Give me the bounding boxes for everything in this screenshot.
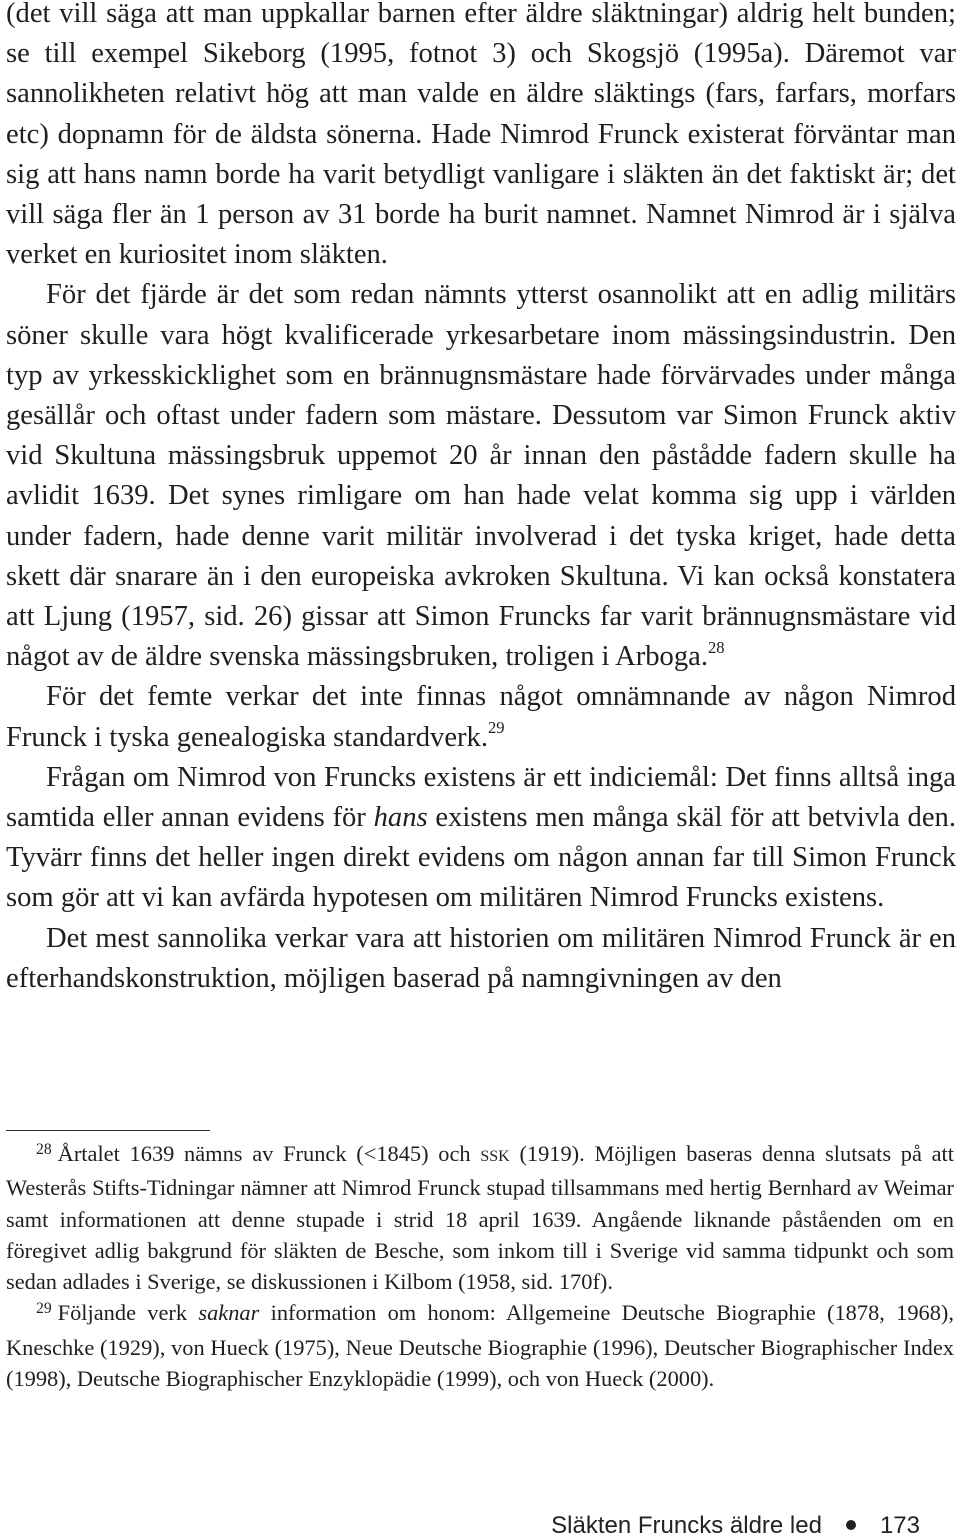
paragraph-5-text: Det mest sannolika verkar vara att historien om militären Nimrod Frunck är en efterhandskonstruktion, möjligen baserad på namngivningen av den xyxy=(6,922,956,994)
paragraph-1-text: (det vill säga att man uppkallar barnen efter äldre släktningar) aldrig helt bunden; se till exempel Sikeborg (1995, fotnot 3) och Skogsjö (1995a). Däremot var sannolikheten relativt hög att man valde en äldre släktings (fars, farfars, morfars etc) dopnamn för de äldsta sönerna. Hade Nimrod Frunck existerat förväntar man sig att hans namn borde ha varit betydligt vanligare i släkten än det faktiskt är; det vill säga fler än 1 person av 31 borde ha burit namnet. Namnet Nimrod är i själva verket en kuriositet inom släkten. xyxy=(6,0,956,271)
footnote-28-text-b: (1919). Möjligen baseras denna slutsats på att Westerås Stifts-Tidningar nämner att Nimrod Frunck stupad tillsammans med hertig Bernhard av Weimar samt informationen att denne stupade i strid 18 april 1639. Angående liknande påståenden om en föregivet adlig bakgrund för släkten de Besche, som inkom till i Sverige vid samma tidpunkt och som sedan adlades i Sverige, se diskussionen i Kilbom (1958, sid. 170f). xyxy=(6,1141,954,1295)
paragraph-3-text: För det femte verkar det inte finnas något omnämnande av någon Nimrod Frunck i tyska genealogiska standardverk. xyxy=(6,681,956,753)
paragraph-continued xyxy=(6,0,956,275)
running-footer xyxy=(551,1512,920,1540)
footnote-ref-28[interactable]: 28 xyxy=(707,637,725,657)
footnote-ref-29[interactable]: 29 xyxy=(488,718,505,738)
footnote-29 xyxy=(6,1297,954,1394)
main-text xyxy=(6,0,956,999)
paragraph-2-text: För det fjärde är det som redan nämnts ytterst osannolikt att en adlig militärs söner skulle vara högt kvalificerade yrkesarbetare inom mässingsindustrin. Den typ av yrkesskicklighet som en brännugnsmästare hade förvärvades under många gesällår och oftast under fadern som mästare. Dessutom var Simon Frunck aktiv vid Skultuna mässingsbruk uppemot 20 år innan den påstådde fadern skulle ha avlidit 1639. Det synes rimligare om han hade velat komma sig upp i världen under fadern, hade denne varit militär involverad i det tyska kriget, hade detta skett där snarare än i den europeiska avkroken Skultuna. Vi kan också konstatera att Ljung (1957, sid. 26) gissar att Simon Fruncks far varit brännugnsmästare vid något av de äldre svenska mässingsbruken, troligen i Arboga. xyxy=(6,279,956,673)
paragraph-indicium xyxy=(6,758,956,919)
footnote-29-emphasis: saknar xyxy=(198,1300,260,1326)
footnote-29-text-a: Följande verk xyxy=(57,1300,199,1326)
footnote-28 xyxy=(6,1138,954,1297)
footnote-separator xyxy=(6,1130,210,1131)
footnote-29-text-b: information om honom: Allgemeine Deutsche Biographie (1878, 1968), Kneschke (1929), von Hueck (1975), Neue Deutsche Biographie (1996), Deutscher Biographischer Index (1998), Deutsche Biographischer Enzyklopädie (1999), och von Hueck (2000). xyxy=(6,1300,954,1392)
bullet-icon xyxy=(846,1520,856,1530)
paragraph-fifth-argument xyxy=(6,677,956,757)
paragraph-4-text-a: Frågan om Nimrod von Fruncks existens är ett indiciemål: Det finns alltså inga samtida eller annan evidens för xyxy=(6,761,956,834)
paragraph-conclusion xyxy=(6,919,956,999)
paragraph-4-emphasis: hans xyxy=(373,802,428,834)
footnote-29-number: 29 xyxy=(36,1300,52,1318)
paragraph-fourth-argument xyxy=(6,275,956,677)
paragraph-4-text-b: existens men många skäl för att betvivla den. Tyvärr finns det heller ingen direkt evidens om någon annan far till Simon Frunck som gör att vi kan avfärda hypotesen om militären Nimrod Fruncks existens. xyxy=(6,802,956,914)
page-number: 173 xyxy=(879,1512,920,1539)
footnote-28-number: 28 xyxy=(36,1140,52,1158)
footnote-28-text-a: Årtalet 1639 nämns av Frunck (<1845) och xyxy=(57,1141,481,1166)
running-title: Släkten Fruncks äldre led xyxy=(551,1512,822,1539)
footnotes xyxy=(6,1138,954,1394)
footnote-28-abbrev: ssk xyxy=(480,1141,510,1166)
